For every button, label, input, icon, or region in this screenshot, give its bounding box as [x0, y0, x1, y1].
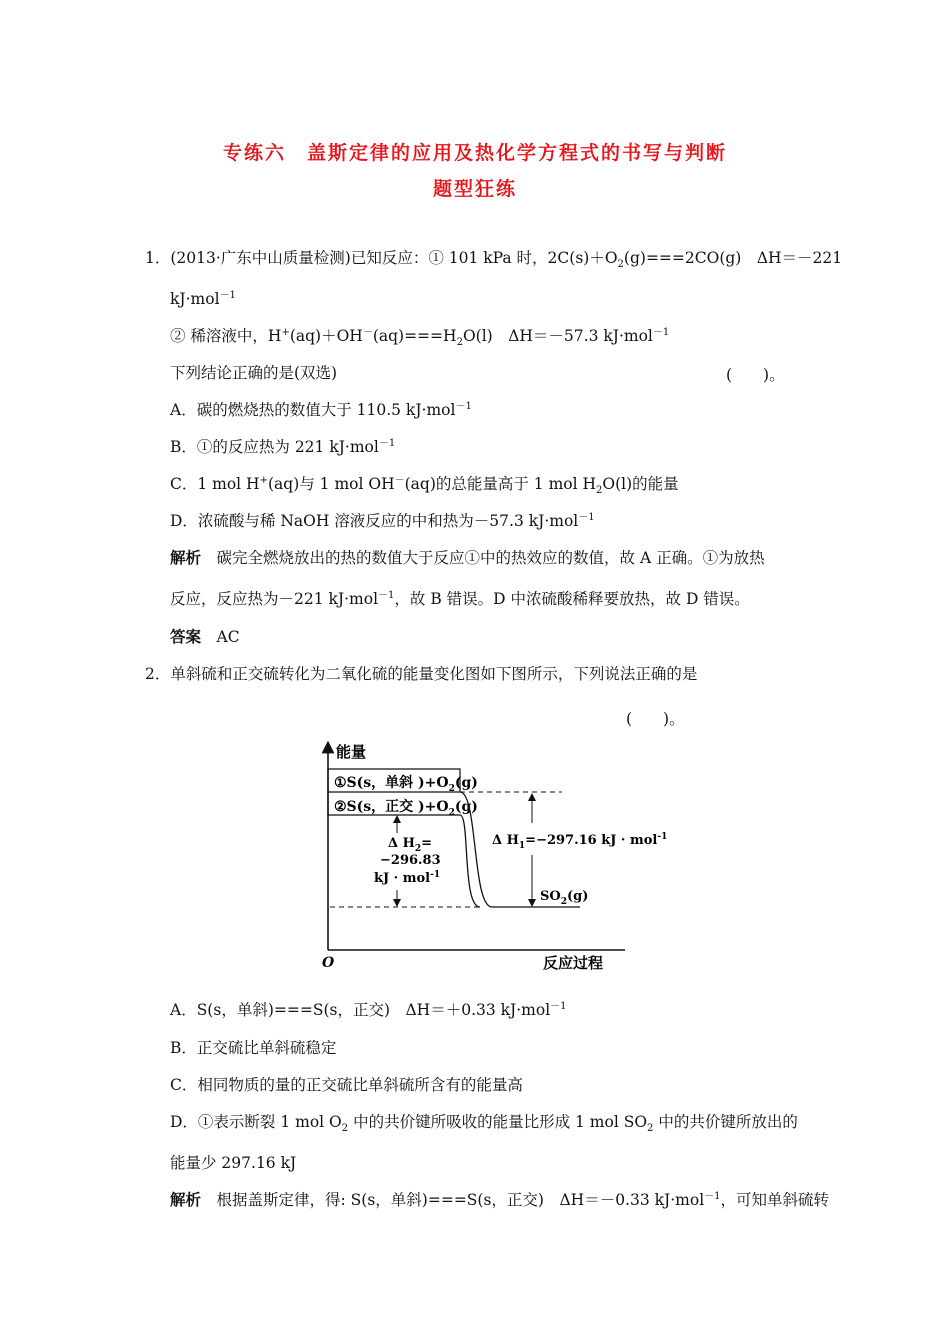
analysis-label: 解析 — [170, 548, 202, 567]
q1-stem-unit: kJ·mol$^{-1}$ — [170, 289, 236, 308]
level-1-label: ①S(s，单斜 )$+O_2(g)$ — [334, 775, 478, 794]
level-2-label: ②S(s，正交 )$+O_2(g)$ — [334, 799, 478, 818]
q1-answer-blank: ( )。 — [726, 366, 785, 384]
q2-option-d: D．①表示断裂 1 mol $O_2$ 中的共价键所吸收的能量比形成 1 mol $SO_2$ 中的共价键所放出的 — [170, 1113, 798, 1135]
y-axis-label: 能量 — [336, 743, 367, 761]
dh2-label: Δ $H_2=$ — [388, 836, 433, 854]
q2-option-c: C．相同物质的量的正交硫比单斜硫所含有的能量高 — [170, 1076, 523, 1094]
q2-option-a: A．S(s，单斜)===S(s，正交) ΔH＝＋0.33 kJ·mol$^{-1}$ — [170, 1000, 567, 1019]
q2-stem: 2．单斜硫和正交硫转化为二氧化硫的能量变化图如下图所示，下列说法正确的是 — [145, 665, 698, 683]
q1-answer: 答案 AC — [170, 627, 240, 646]
page-title: 专练六 盖斯定律的应用及热化学方程式的书写与判断 — [222, 142, 727, 164]
q2-option-d-line2: 能量少 297.16 kJ — [170, 1154, 297, 1172]
q1-option-c: C．1 mol H+(aq)与 1 mol OH－(aq)的总能量高于 1 mol $H_2O(l)$的能量 — [170, 474, 679, 497]
x-axis-label: 反应过程 — [543, 954, 604, 972]
dh2-value: −296.83 — [380, 853, 441, 868]
page-subtitle: 题型狂练 — [432, 178, 517, 200]
q2-analysis: 解析 根据盖斯定律，得: S(s，单斜)===S(s，正交) ΔH＝－0.33 kJ·mol$^{-1}$，可知单斜硫转 — [170, 1190, 830, 1209]
q1-analysis-line2: 反应，反应热为－221 kJ·mol$^{-1}$，故 B 错误。D 中浓硫酸稀释要放热，故 D 错误。 — [170, 589, 750, 608]
q1-option-a: A．碳的燃烧热的数值大于 110.5 kJ·mol$^{-1}$ — [170, 400, 472, 419]
answer-label: 答案 — [170, 627, 202, 646]
q2-option-b: B．正交硫比单斜硫稳定 — [170, 1039, 337, 1057]
energy-diagram — [300, 735, 680, 980]
q1-option-d: D．浓硫酸与稀 NaOH 溶液反应的中和热为－57.3 kJ·mol$^{-1}$ — [170, 511, 595, 530]
q1-prompt: 下列结论正确的是(双选) — [170, 364, 338, 382]
q1-option-b: B．①的反应热为 221 kJ·mol$^{-1}$ — [170, 437, 396, 456]
dh2-unit: kJ · mol$^{-1}$ — [374, 870, 441, 886]
dh1-label: Δ $H_1=-297.16$ kJ · mol$^{-1}$ — [492, 832, 668, 851]
analysis-label: 解析 — [170, 1190, 202, 1209]
origin-label: O — [322, 955, 335, 971]
product-label: $SO_2(g)$ — [540, 889, 589, 907]
q1-stem: 1．(2013·广东中山质量检测)已知反应：① 101 kPa 时，$2C(s)+O_2(g)===2CO(g)$ ΔH＝－221 — [145, 249, 843, 271]
q2-answer-blank: ( )。 — [626, 710, 685, 728]
q1-analysis-line1: 解析 碳完全燃烧放出的热的数值大于反应①中的热效应的数值，故 A 正确。①为放热 — [170, 548, 765, 567]
q1-equation-2: ② 稀溶液中，$H^+(aq)+OH^-(aq)===H_2O(l)$ ΔH＝－57.3 kJ·mol$^{-1}$ — [170, 326, 670, 349]
